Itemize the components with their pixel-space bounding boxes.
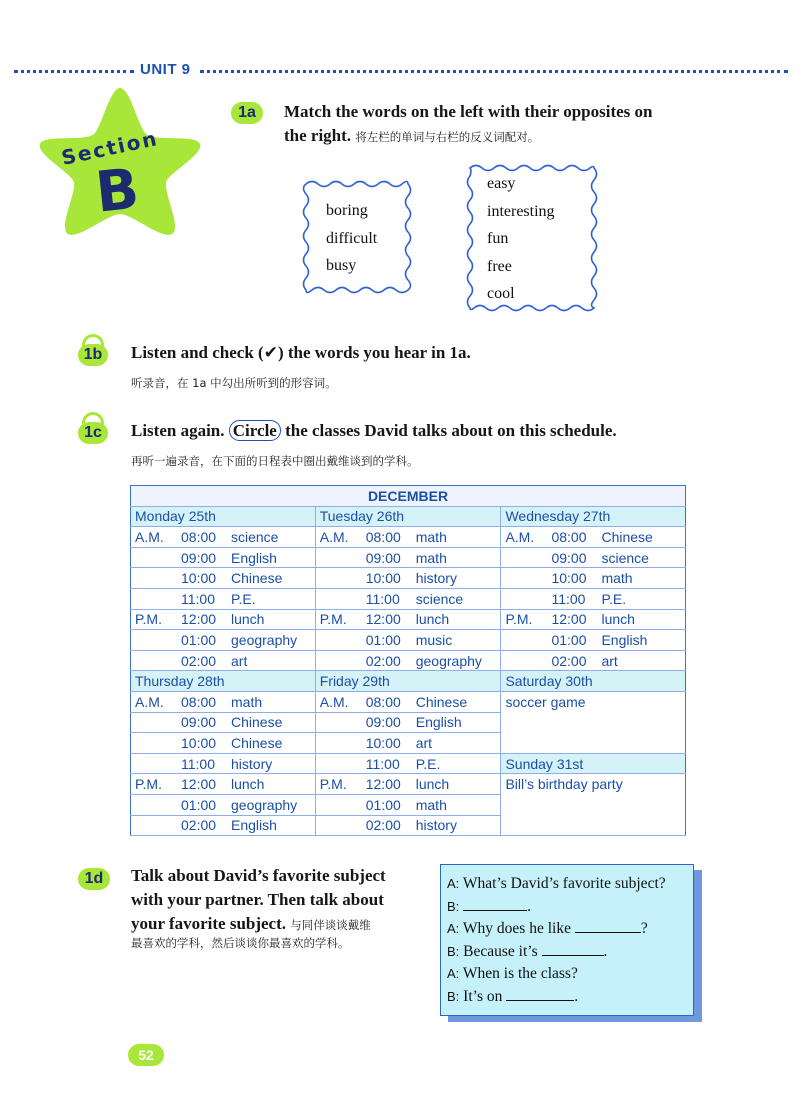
dialogue-line [447,873,666,896]
header-dotted-rule-left [14,70,134,73]
class-subject: art [601,652,618,669]
class-subject: Chinese [231,734,283,751]
badge-1c-label: 1c [84,424,102,441]
instruction-1b-cn: 听录音，在 1a 中勾出所听到的形容词。 [131,376,337,390]
class-time: 12:00 [181,776,217,793]
answer-blank[interactable] [575,918,641,933]
schedule-cell [131,753,316,774]
class-time: 02:00 [181,652,217,669]
class-subject: art [231,652,248,669]
class-time: 09:00 [551,549,587,566]
period-label: P.M. [319,611,347,628]
class-time: 10:00 [365,734,401,751]
class-subject: P.E. [231,590,256,607]
speaker-label: B: [447,898,460,914]
period-label: A.M. [135,693,164,710]
class-time: 08:00 [181,693,217,710]
right-word: fun [487,230,509,247]
class-time: 09:00 [181,549,217,566]
class-time: 08:00 [365,693,401,710]
class-subject: lunch [415,776,450,793]
period-label: A.M. [135,528,164,545]
class-subject: P.E. [415,755,441,772]
schedule-cell [501,650,686,671]
schedule-row [131,527,686,548]
schedule-cell [315,609,501,630]
schedule-cell [315,630,501,651]
instruction-1a [284,100,704,149]
class-time: 12:00 [551,611,587,628]
schedule-row [131,691,686,712]
schedule-cell [315,650,501,671]
left-word-list [326,197,377,280]
class-subject: math [415,528,447,545]
instruction-1b-pre: Listen and check ( [131,343,264,362]
class-subject: science [231,528,279,545]
class-time: 09:00 [365,714,401,731]
class-subject: math [601,570,633,587]
period-label: A.M. [319,693,349,710]
right-word: cool [487,285,515,302]
period-label: A.M. [505,528,535,545]
schedule-cell [131,774,316,795]
class-time: 08:00 [551,528,587,545]
sunday-day-header: Sunday 31st [501,753,686,774]
badge-1a: 1a [231,102,263,124]
schedule-row [131,774,686,795]
dialogue-line [447,896,666,919]
instruction-1c [131,419,617,443]
class-time: 11:00 [181,590,215,607]
class-time: 10:00 [365,570,401,587]
dialogue-line [447,963,666,986]
instruction-1c-post: the classes David talks about on this schedule. [285,421,617,440]
right-word: easy [487,175,516,192]
class-subject: English [415,714,462,731]
schedule-cell [131,547,316,568]
class-subject: lunch [231,776,265,793]
class-subject: science [601,549,649,566]
class-subject: art [415,734,433,751]
class-subject: math [415,549,447,566]
class-time: 02:00 [551,652,587,669]
class-subject: English [231,549,277,566]
unit-label: UNIT 9 [140,61,191,78]
word-box-right [462,160,602,316]
badge-1d: 1d [78,868,110,890]
instruction-1a-line2 [284,124,704,149]
class-time: 09:00 [365,549,401,566]
dialogue-text: . [527,897,532,915]
day-header-row [131,671,686,692]
class-time: 12:00 [181,611,217,628]
section-letter: B [92,156,142,226]
speaker-label: B: [447,943,460,959]
right-word-list [487,170,555,308]
right-word: interesting [487,202,555,220]
dialogue-text: When is the class? [462,965,578,982]
day-header: Friday 29th [315,671,501,692]
schedule-cell [501,547,686,568]
badge-1b [78,344,108,366]
left-word: difficult [326,229,378,247]
dialogue-text: ? [640,920,648,937]
schedule-cell [315,774,501,795]
class-time: 11:00 [365,755,400,772]
class-subject: geography [231,631,298,648]
class-subject: Chinese [601,528,653,545]
answer-blank[interactable] [463,896,527,911]
day-header: Tuesday 26th [315,506,501,527]
schedule-cell [315,588,501,609]
class-subject: Chinese [231,714,283,731]
period-label: P.M. [505,611,533,628]
schedule-row [131,753,686,774]
schedule-row [131,588,686,609]
dialogue-line [447,918,666,941]
class-subject: science [415,590,464,607]
schedule-cell [501,630,686,651]
dialogue-text: What’s David’s favorite subject? [462,875,666,892]
section-b-star [34,82,206,242]
instruction-1a-line2-en: the right. [284,126,352,145]
schedule-row [131,650,686,671]
class-time: 01:00 [365,631,401,648]
class-time: 08:00 [181,528,217,545]
class-time: 11:00 [181,755,215,772]
sunday-event: Bill’s birthday party [501,774,686,836]
schedule-cell [315,527,501,548]
schedule-row [131,630,686,651]
word-box-left [298,176,416,298]
class-subject: history [415,817,457,834]
class-subject: music [415,631,453,648]
period-label: P.M. [319,776,347,793]
day-header: Thursday 28th [131,671,316,692]
headphones-icon [82,334,104,346]
schedule-cell [131,691,316,712]
instruction-1a-line1: Match the words on the left with their opposites on [284,102,653,121]
class-subject: geography [415,652,482,669]
instruction-1b-post: ) the words you hear in 1a. [277,343,471,362]
schedule-cell [315,753,501,774]
check-mark-icon: ✔ [263,343,278,363]
class-subject: math [231,693,263,710]
schedule-cell [501,609,686,630]
schedule-cell [131,588,316,609]
speaker-label: A: [447,966,460,981]
dialogue-box [440,864,694,1016]
instruction-1d-cn1: 与同伴谈谈戴维 [290,918,371,932]
schedule-row [131,547,686,568]
class-subject: lunch [601,611,635,628]
circled-word: Circle [229,420,281,441]
speaker-label: B: [447,988,460,1004]
instruction-1d-line1: Talk about David’s favorite subject [131,866,386,885]
class-time: 02:00 [181,817,217,834]
instruction-1d-line3 [131,912,431,937]
schedule-cell [131,650,316,671]
period-label: A.M. [319,528,349,545]
period-label: P.M. [135,776,162,793]
schedule-cell [131,630,316,651]
answer-blank[interactable] [542,941,604,956]
right-word: free [487,257,512,275]
schedule-table [130,485,686,836]
day-header: Monday 25th [131,506,316,527]
schedule-cell [131,527,316,548]
dialogue-text: Because it’s [463,942,538,960]
schedule-title: DECEMBER [131,486,686,507]
class-time: 01:00 [181,796,217,813]
section-word: Section [59,126,161,170]
schedule-cell [315,815,501,836]
answer-blank[interactable] [506,986,574,1001]
schedule-row [131,568,686,589]
class-time: 08:00 [365,528,401,545]
instruction-1c-pre: Listen again. [131,421,225,440]
class-time: 12:00 [365,611,401,628]
instruction-1d-line3-en: your favorite subject. [131,914,287,933]
class-time: 11:00 [365,590,400,607]
class-subject: English [231,817,277,834]
dialogue-text: It’s on [463,987,503,1005]
class-subject: history [231,755,273,772]
schedule-cell [315,733,501,754]
class-time: 11:00 [551,590,586,607]
schedule-cell [315,547,501,568]
schedule-cell [315,691,501,712]
dialogue-line [447,941,666,964]
dialogue-lines [447,873,666,1008]
left-word: busy [326,257,357,274]
headphones-icon [82,412,104,424]
schedule-cell [315,712,501,733]
schedule-cell [131,733,316,754]
header-dotted-rule-right [200,70,788,73]
period-label: P.M. [135,611,162,628]
schedule-title-row [131,486,686,507]
class-time: 02:00 [365,652,401,669]
schedule-cell [131,815,316,836]
class-time: 02:00 [365,817,401,834]
class-subject: Chinese [415,693,468,710]
dialogue-text: . [603,942,608,960]
saturday-event: soccer game [501,691,686,753]
dialogue-text: Why does he like [462,920,571,937]
schedule-cell [131,568,316,589]
class-subject: history [415,570,457,587]
schedule-cell [501,588,686,609]
class-time: 01:00 [551,631,587,648]
class-time: 01:00 [181,631,217,648]
instruction-1a-cn: 将左栏的单词与右栏的反义词配对。 [355,130,540,144]
speaker-label: A: [447,876,460,891]
left-word: boring [326,202,368,219]
instruction-1d-cn2: 最喜欢的学科，然后谈谈你最喜欢的学科。 [131,936,350,950]
instruction-1b [131,341,471,365]
badge-1c [78,422,108,444]
class-subject: P.E. [601,590,627,607]
instruction-1d-line2: with your partner. Then talk about [131,890,384,909]
schedule-cell [131,712,316,733]
schedule-cell [501,527,686,548]
class-time: 12:00 [365,776,401,793]
schedule-cell [131,609,316,630]
class-time: 01:00 [365,796,401,813]
class-time: 10:00 [181,734,217,751]
page-number: 52 [128,1044,164,1066]
schedule-cell [501,568,686,589]
class-subject: English [601,631,648,648]
day-header: Saturday 30th [501,671,686,692]
speaker-label: A: [447,921,460,936]
class-time: 10:00 [181,570,217,587]
day-header: Wednesday 27th [501,506,686,527]
class-subject: math [415,796,447,813]
class-time: 10:00 [551,570,587,587]
schedule-cell [315,568,501,589]
class-subject: geography [231,796,298,813]
class-time: 09:00 [181,714,217,731]
day-header-row [131,506,686,527]
class-subject: Chinese [231,570,283,587]
instruction-1c-cn: 再听一遍录音，在下面的日程表中圈出戴维谈到的学科。 [131,454,419,468]
dialogue-line [447,986,666,1009]
class-subject: lunch [415,611,450,628]
schedule-cell [315,794,501,815]
schedule-row [131,609,686,630]
class-subject: lunch [231,611,265,628]
badge-1b-label: 1b [83,346,103,363]
dialogue-text: . [574,987,579,1005]
schedule-cell [131,794,316,815]
instruction-1d [131,864,431,937]
